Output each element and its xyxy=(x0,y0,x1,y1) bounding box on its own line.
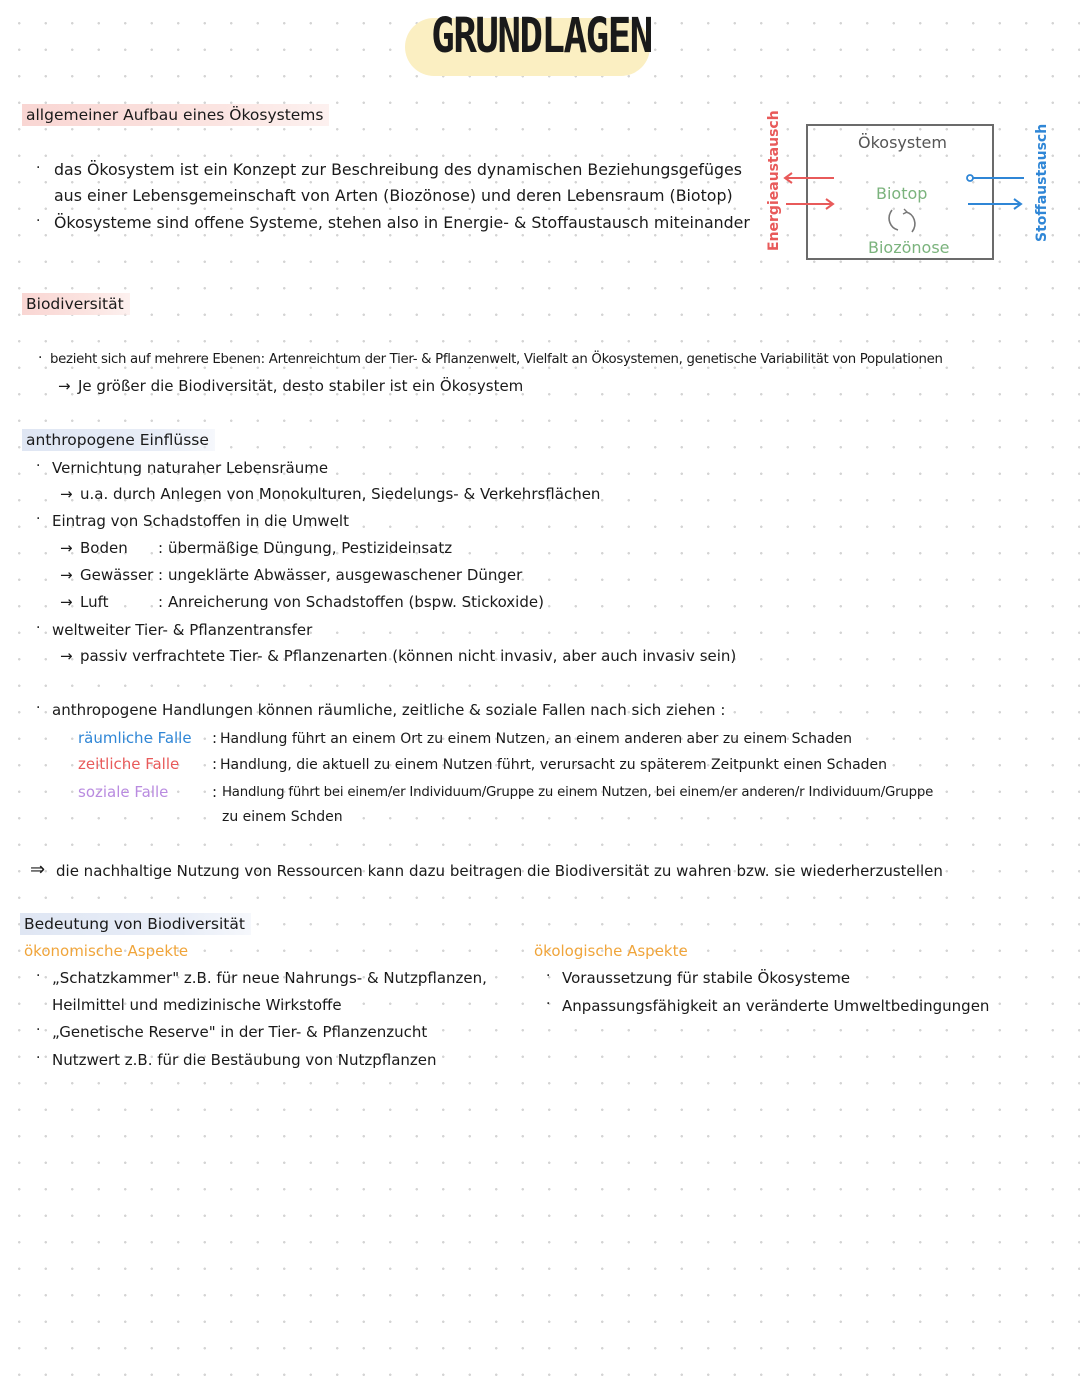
bullet-dot: · xyxy=(36,160,41,176)
arrow-icon: → xyxy=(58,377,71,395)
heading-oekologisch: ökologische Aspekte xyxy=(534,942,688,960)
energy-exchange-label: Energieaustausch xyxy=(766,110,782,251)
bullet-dot: · xyxy=(36,213,41,229)
bullet-dot: · xyxy=(546,968,551,984)
heading-bedeutung: Bedeutung von Biodiversität xyxy=(20,913,251,935)
text-line: anthropogene Handlungen können räumliche, zeitliche & soziale Fallen nach sich ziehen : xyxy=(52,701,726,719)
conclusion-text: die nachhaltige Nutzung von Ressourcen kann dazu beitragen die Biodiversität zu wahren bzw. sie wiederherzustellen xyxy=(56,862,943,880)
text-line: Anpassungsfähigkeit an veränderte Umweltbedingungen xyxy=(562,997,990,1015)
text-line: passiv verfrachtete Tier- & Pflanzenarten (können nicht invasiv, aber auch invasiv sein) xyxy=(80,647,737,665)
text-line: Vernichtung naturaher Lebensräume xyxy=(52,459,329,477)
bullet-dot: · xyxy=(36,458,41,474)
item-value: übermäßige Düngung, Pestizideinsatz xyxy=(168,539,453,557)
material-exchange-label: Stoffaustausch xyxy=(1034,123,1050,242)
box-label: Ökosystem xyxy=(858,133,947,152)
text-line: Nutzwert z.B. für die Bestäubung von Nutzpflanzen xyxy=(52,1051,437,1069)
colon: : xyxy=(212,755,218,773)
arrow-icon: → xyxy=(60,485,73,503)
bullet-dot: · xyxy=(36,1050,41,1066)
heading-biodiversitaet: Biodiversität xyxy=(22,293,130,315)
colon: : xyxy=(212,729,218,747)
colon: : xyxy=(158,566,164,584)
bullet-dot: · xyxy=(36,1022,41,1038)
colon: : xyxy=(158,593,164,611)
bullet-dot: · xyxy=(36,620,41,636)
falle-desc: Handlung führt bei einem/er Individuum/Gruppe zu einem Nutzen, bei einem/er anderen/r Individuum/Gruppe xyxy=(222,785,934,800)
text-line: Eintrag von Schadstoffen in die Umwelt xyxy=(52,512,349,530)
bullet-dot: · xyxy=(36,511,41,527)
bullet-dot: · xyxy=(36,968,41,984)
text-line: bezieht sich auf mehrere Ebenen: Artenreichtum der Tier- & Pflanzenwelt, Vielfalt an Ökosystemen, genetische Variabilität von Populationen xyxy=(50,352,943,367)
falle-name-zeitlich: zeitliche Falle xyxy=(78,755,180,773)
heading-oekonomisch: ökonomische Aspekte xyxy=(24,942,189,960)
text-line: „Schatzkammer" z.B. für neue Nahrungs- & Nutzpflanzen, xyxy=(52,969,487,987)
heading-aufbau: allgemeiner Aufbau eines Ökosystems xyxy=(22,104,329,126)
text-line: Ökosysteme sind offene Systeme, stehen also in Energie- & Stoffaustausch miteinander xyxy=(54,213,750,232)
material-arrows-icon xyxy=(964,168,1030,214)
item-value: Anreicherung von Schadstoffen (bspw. Stickoxide) xyxy=(168,593,544,611)
falle-desc: Handlung führt an einem Ort zu einem Nutzen, an einem anderen aber zu einem Schaden xyxy=(220,731,852,747)
page-title: GRUNDLAGEN xyxy=(431,8,652,64)
text-line: das Ökosystem ist ein Konzept zur Beschreibung des dynamischen Beziehungsgefüges xyxy=(54,160,742,179)
colon: : xyxy=(212,783,218,801)
item-key: Luft xyxy=(80,593,109,611)
item-key: Gewässer xyxy=(80,566,154,584)
falle-desc: Handlung, die aktuell zu einem Nutzen führt, verursacht zu späterem Zeitpunkt einen Schaden xyxy=(220,757,888,773)
bullet-dot: · xyxy=(38,350,43,366)
text-line: Je größer die Biodiversität, desto stabiler ist ein Ökosystem xyxy=(78,377,524,395)
biozoenose-label: Biozönose xyxy=(868,238,950,257)
colon: : xyxy=(158,539,164,557)
text-line: u.a. durch Anlegen von Monokulturen, Siedelungs- & Verkehrsflächen xyxy=(80,485,601,503)
item-key: Boden xyxy=(80,539,128,557)
item-value: ungeklärte Abwässer, ausgewaschener Dünger xyxy=(168,566,523,584)
heading-anthropogen: anthropogene Einflüsse xyxy=(22,429,215,451)
biotop-label: Biotop xyxy=(876,184,928,203)
bullet-dot: · xyxy=(36,700,41,716)
arrow-icon: → xyxy=(60,539,73,557)
text-line: „Genetische Reserve" in der Tier- & Pflanzenzucht xyxy=(52,1023,428,1041)
arrow-icon: → xyxy=(60,647,73,665)
text-line: aus einer Lebensgemeinschaft von Arten (Biozönose) und deren Lebensraum (Biotop) xyxy=(54,186,733,205)
arrow-icon: → xyxy=(60,566,73,584)
bullet-dot: · xyxy=(546,996,551,1012)
text-line: weltweiter Tier- & Pflanzentransfer xyxy=(52,621,313,639)
cycle-arrows-icon xyxy=(884,206,920,236)
text-line: Heilmittel und medizinische Wirkstoffe xyxy=(52,996,342,1014)
arrow-icon: → xyxy=(60,593,73,611)
falle-name-sozial: soziale Falle xyxy=(78,783,169,801)
implies-arrow-icon: ⇒ xyxy=(30,859,46,880)
text-line: Voraussetzung für stabile Ökosysteme xyxy=(562,969,851,987)
falle-name-raeumlich: räumliche Falle xyxy=(78,729,192,747)
falle-desc-cont: zu einem Schden xyxy=(222,809,343,825)
energy-arrows-icon xyxy=(780,168,840,214)
